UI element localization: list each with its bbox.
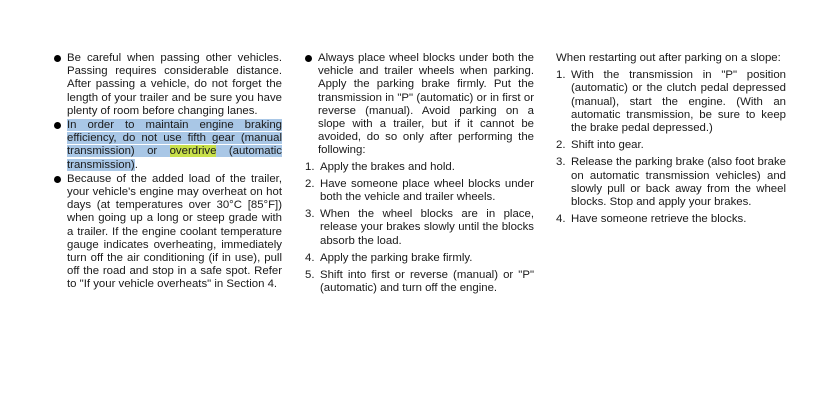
step-number: 1. xyxy=(305,160,315,173)
bullet-item-highlighted xyxy=(54,119,282,172)
column-1 xyxy=(54,52,282,293)
highlighted-text xyxy=(67,119,282,171)
step-item xyxy=(556,213,786,226)
step-number: 3. xyxy=(305,208,315,221)
bullet-item xyxy=(54,52,282,118)
highlighted-keyword: overdrive xyxy=(169,145,217,158)
highlighted-text-part: (automatic transmission) xyxy=(67,145,282,171)
step-number: 4. xyxy=(305,251,315,264)
sentence-end: . xyxy=(134,158,138,171)
step-text: Shift into first or reverse (manual) or "P" (automatic) and turn off the engine. xyxy=(320,269,534,295)
step-text: Have someone place wheel blocks under both the vehicle and trailer wheels. xyxy=(320,177,534,204)
step-item xyxy=(305,161,534,174)
step-text: Shift into gear. xyxy=(571,139,644,152)
step-item xyxy=(556,139,786,152)
bullet-dot-icon xyxy=(54,176,61,183)
bullet-item xyxy=(54,173,282,292)
bullet-text: Because of the added load of the trailer, your vehicle's engine may overheat on hot days (at temperatures over 30°C [85°F]) when going up a long or steep grade with a trailer. If the engine coolant temperature gauge indicates overheating, immediately turn off the air conditioning (if in use), pull off the road and stop in a safe spot. Refer to "If your vehicle overheats" in Section 4. xyxy=(67,172,282,291)
bullet-dot-icon xyxy=(305,55,312,62)
step-text: Apply the brakes and hold. xyxy=(320,160,455,173)
column-3 xyxy=(556,52,786,230)
bullet-text: Always place wheel blocks under both the vehicle and trailer wheels when parking. Apply the parking brake firmly. Put the transmission in "P" (automatic) or in first or reverse (manual). Avoid parking on a slope with a trailer, but if it cannot be avoided, do so only after performing the following: xyxy=(318,52,534,157)
step-item xyxy=(305,178,534,204)
step-item xyxy=(305,208,534,248)
column-2 xyxy=(305,52,534,299)
highlighted-text-part: In order to maintain engine braking efficiency, do not use fifth gear (manual transmission) or xyxy=(67,119,282,158)
step-number: 5. xyxy=(305,269,315,282)
step-number: 2. xyxy=(305,177,315,190)
bullet-dot-icon xyxy=(54,122,61,129)
step-text: Release the parking brake (also foot brake on automatic transmission vehicles) and slowly pull or back away from the wheel blocks. Stop and apply your brakes. xyxy=(571,156,786,209)
step-text: Have someone retrieve the blocks. xyxy=(571,213,747,226)
bullet-text: Be careful when passing other vehicles. Passing requires considerable distance. After passing a vehicle, do not forget the length of your trailer and be sure you have plenty of room before changing lanes. xyxy=(67,52,282,117)
step-number: 2. xyxy=(556,139,566,152)
step-number: 4. xyxy=(556,213,566,226)
bullet-dot-icon xyxy=(54,55,61,62)
step-item xyxy=(305,252,534,265)
step-item xyxy=(556,156,786,209)
step-item xyxy=(305,269,534,295)
step-item xyxy=(556,69,786,135)
bullet-item xyxy=(305,52,534,158)
step-text: When the wheel blocks are in place, release your brakes slowly until the blocks absorb the load. xyxy=(320,208,534,247)
step-number: 3. xyxy=(556,156,566,169)
step-text: With the transmission in "P" position (automatic) or the clutch pedal depressed (manual), start the engine. (With an automatic transmission, be sure to keep the brake pedal depressed.) xyxy=(571,69,786,135)
step-number: 1. xyxy=(556,69,566,82)
step-text: Apply the parking brake firmly. xyxy=(320,251,473,264)
intro-paragraph: When restarting out after parking on a slope: xyxy=(556,52,781,64)
